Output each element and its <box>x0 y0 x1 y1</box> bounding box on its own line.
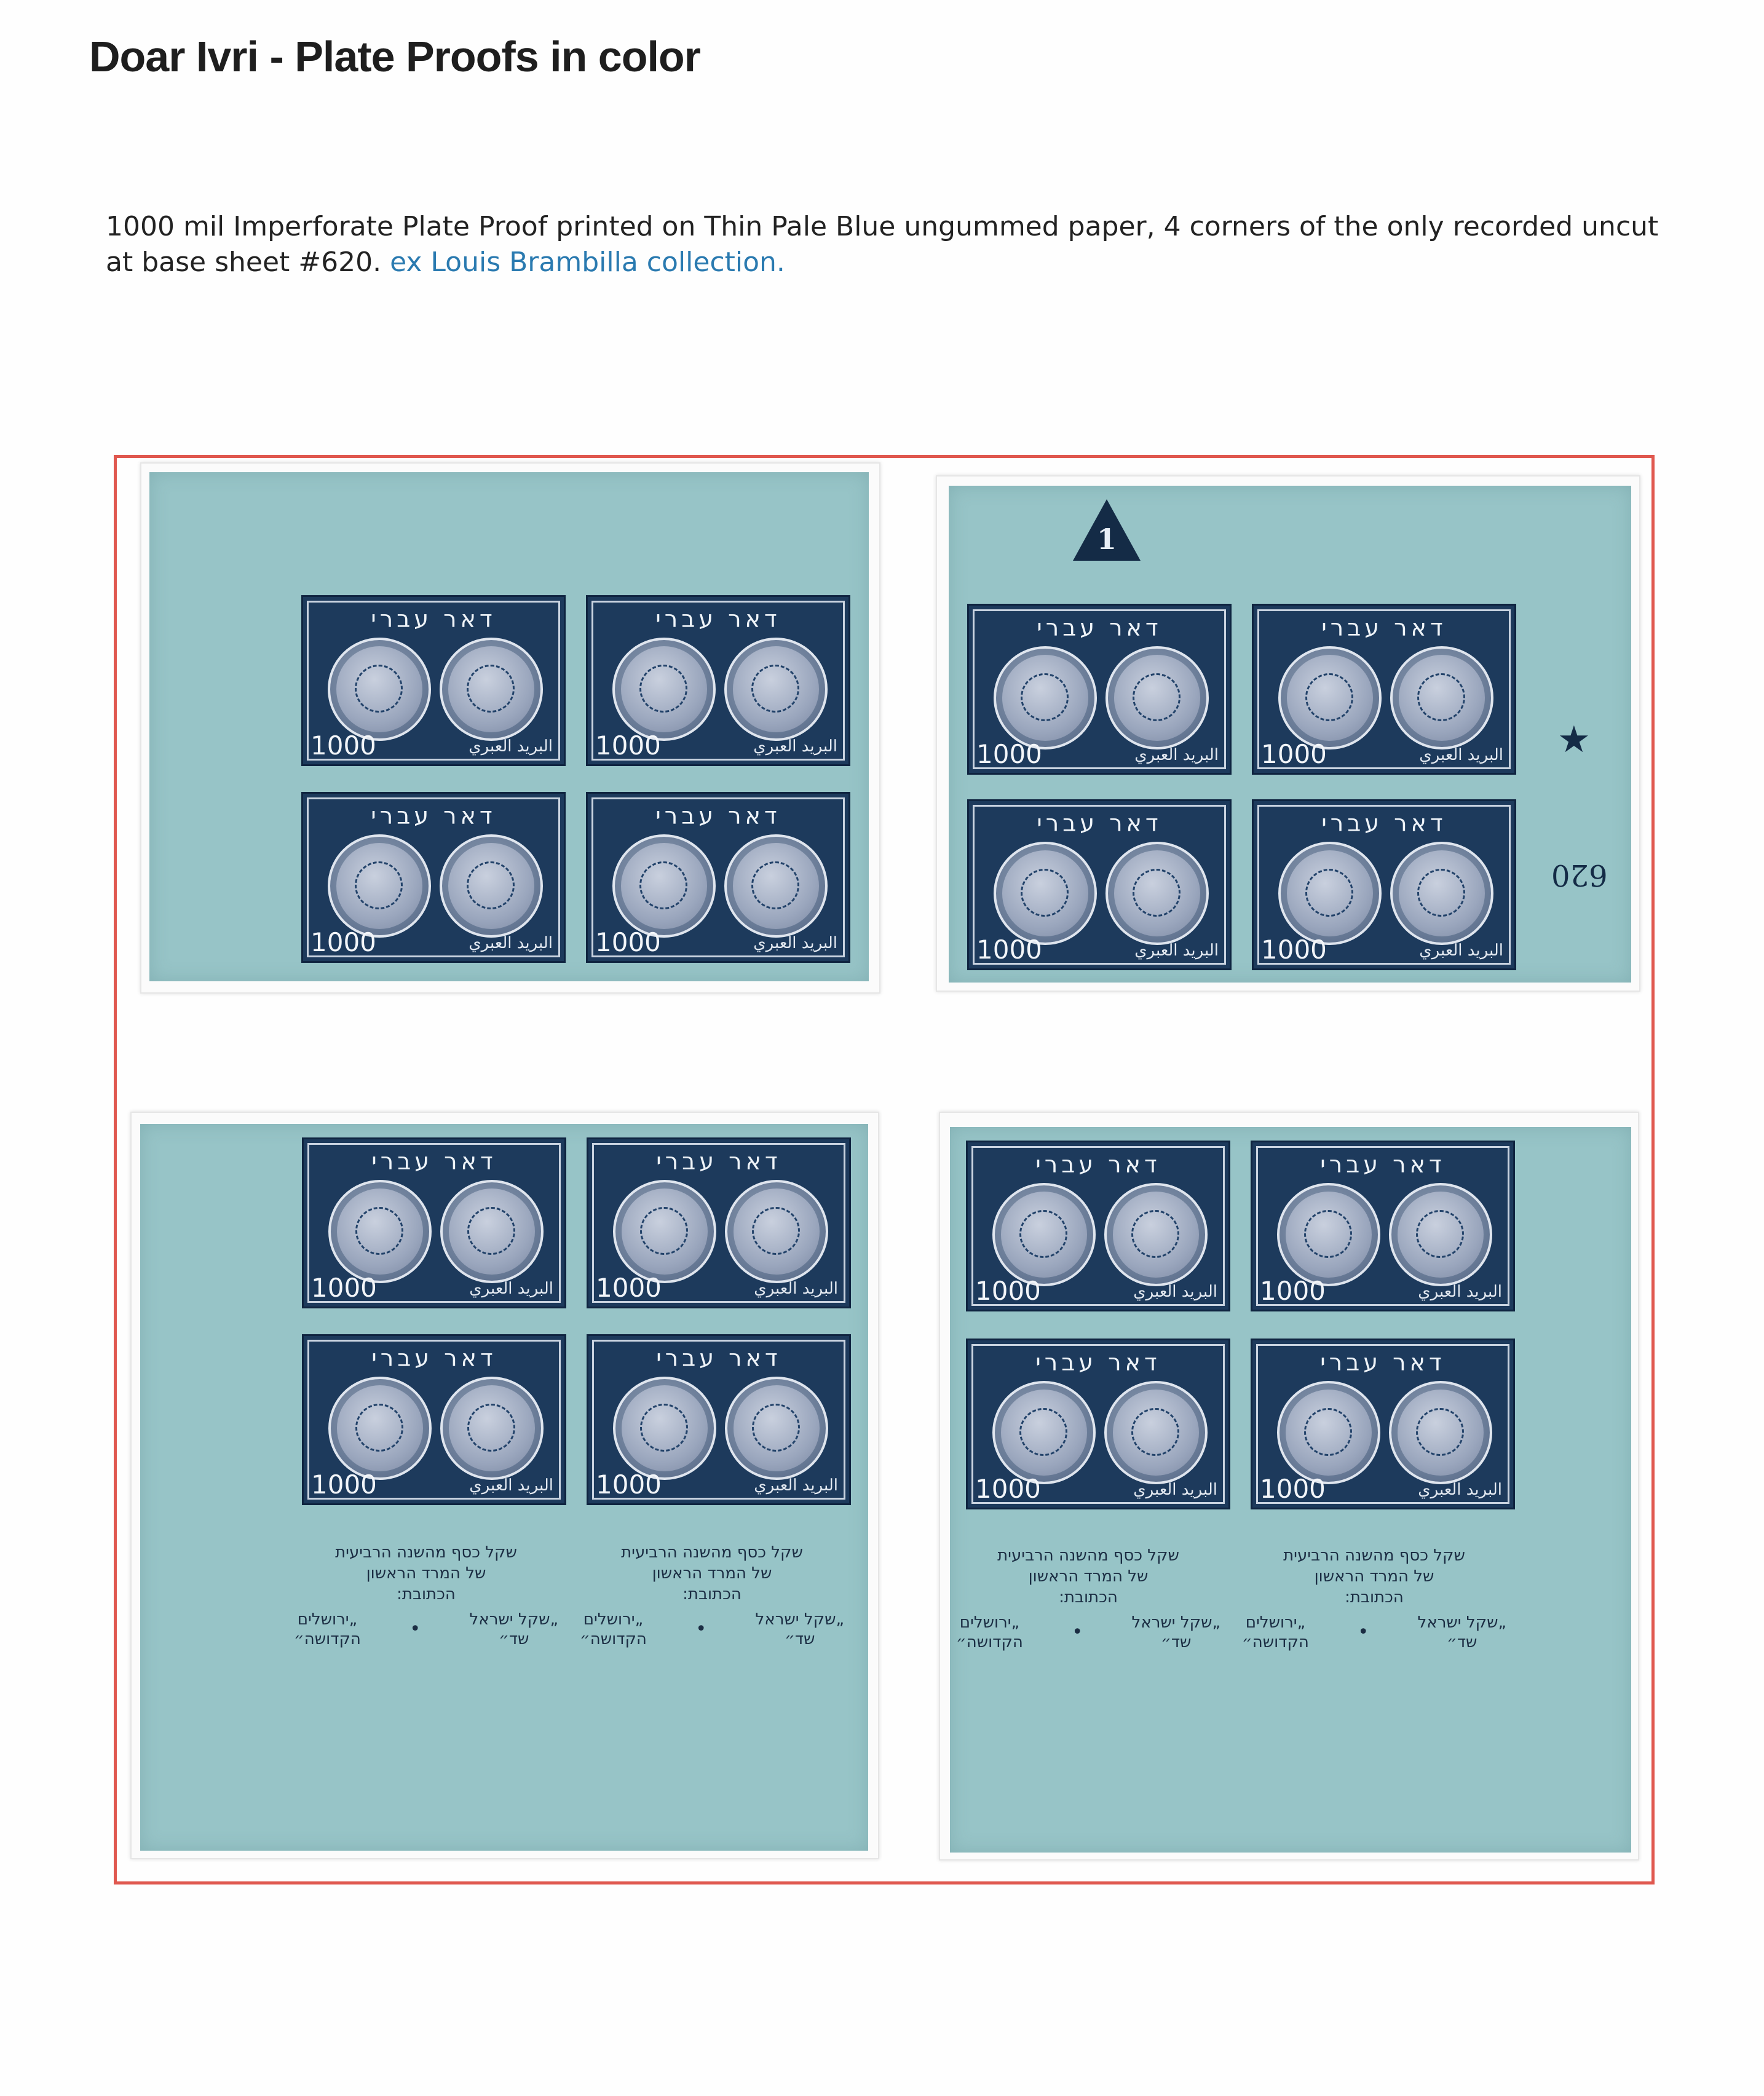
stamp-hebrew-text: דאר עברי <box>656 1345 781 1372</box>
stamp-value: 1000 <box>975 1474 1041 1504</box>
stamp-hebrew-text: דאר עברי <box>371 802 496 829</box>
inscription-line: של המרד הראשון <box>366 1564 486 1583</box>
page-title: Doar Ivri - Plate Proofs in color <box>89 33 700 81</box>
description <box>106 209 1680 280</box>
coin-icon <box>440 834 543 938</box>
stamp-value: 1000 <box>1261 739 1327 769</box>
stamp-arabic-text: البريد العبري <box>753 737 837 756</box>
stamp-hebrew-text: דאר עברי <box>1035 1151 1161 1178</box>
stamp-arabic-text: البريد العبري <box>1418 1283 1502 1301</box>
stamp <box>966 1141 1230 1311</box>
bullet: • <box>409 1618 421 1640</box>
stamp-hebrew-text: דאר עברי <box>1037 810 1162 837</box>
stamp-hebrew-text: דאר עברי <box>1321 614 1447 641</box>
stamp <box>302 1334 566 1505</box>
coin-icon <box>1105 842 1209 945</box>
coin-icon <box>440 1377 544 1480</box>
coin-icon <box>1104 1183 1208 1286</box>
sheet-number: 620 <box>1551 858 1608 892</box>
coin-icon <box>613 1180 716 1283</box>
stamp <box>301 792 566 963</box>
coin-icon <box>612 638 716 741</box>
coin-icon <box>328 834 431 938</box>
stamp-arabic-text: البريد العبري <box>1418 1481 1502 1499</box>
stamp-value: 1000 <box>975 1276 1041 1306</box>
stamp-hebrew-text: דאר עברי <box>655 606 781 633</box>
inscription-line: הכתובת: <box>682 1585 742 1604</box>
coin-icon <box>725 1377 828 1480</box>
plate-number: 1 <box>1096 523 1117 556</box>
coin-icon <box>1104 1381 1208 1484</box>
stamp <box>302 1137 566 1308</box>
inscription-text: שד״ <box>1161 1633 1192 1651</box>
stamp <box>301 595 566 766</box>
proof-block-bottom-right <box>950 1127 1631 1853</box>
inscription-text: הקדושה״ <box>294 1630 361 1648</box>
inscription-line: שקל כסף מהשנה הרביעית <box>997 1546 1179 1565</box>
bullet: • <box>1358 1621 1369 1643</box>
stamp-hebrew-text: דאר עברי <box>371 606 496 633</box>
stamp-arabic-text: البريد العبري <box>754 1476 838 1495</box>
inscription-text: שד״ <box>499 1630 529 1648</box>
stamp-value: 1000 <box>596 1469 662 1500</box>
inscription-line: הכתובת: <box>1345 1588 1404 1607</box>
selvage-inscription <box>294 1542 558 1649</box>
stamp-arabic-text: البريد العبري <box>1419 941 1503 960</box>
stamp-value: 1000 <box>310 927 376 957</box>
inscription-line: של המרד הראשון <box>1028 1567 1149 1586</box>
coin-icon <box>440 638 543 741</box>
stamp-value: 1000 <box>1261 935 1327 965</box>
stamp <box>587 1137 851 1308</box>
coin-icon <box>1278 646 1382 749</box>
collection-credit: ex Louis Brambilla collection. <box>390 247 785 278</box>
stamp-arabic-text: البريد العبري <box>469 934 553 952</box>
stamp-arabic-text: البريد العبري <box>469 1476 553 1495</box>
inscription-text: הקדושה״ <box>956 1633 1023 1651</box>
coin-icon <box>328 1180 432 1283</box>
coin-icon <box>994 842 1097 945</box>
inscription-text: „שקל ישראל <box>1131 1613 1220 1632</box>
proof-block-bottom-left <box>140 1124 868 1851</box>
coin-icon <box>1390 646 1493 749</box>
coin-icon <box>992 1381 1096 1484</box>
stamp-arabic-text: البريد العبري <box>469 737 553 756</box>
plate-number-triangle <box>1073 499 1141 561</box>
stamp <box>586 792 850 963</box>
coin-icon <box>1389 1381 1492 1484</box>
stamp-hebrew-text: דאר עברי <box>1035 1349 1161 1376</box>
stamp <box>1251 1339 1515 1509</box>
coin-icon <box>612 834 716 938</box>
stamp-hebrew-text: דאר עברי <box>1321 810 1447 837</box>
bullet: • <box>695 1618 707 1640</box>
stamp-hebrew-text: דאר עברי <box>371 1345 497 1372</box>
inscription-line: הכתובת: <box>397 1585 456 1604</box>
inscription-text: „ירושלים <box>959 1613 1020 1632</box>
inscription-text: הקדושה״ <box>580 1630 647 1648</box>
inscription-text: „ירושלים <box>583 1610 644 1629</box>
inscription-line: שקל כסף מהשנה הרביעית <box>1283 1546 1465 1565</box>
coin-icon <box>1278 842 1382 945</box>
stamp <box>586 595 850 766</box>
description-text: 1000 mil Imperforate Plate Proof printed on Thin Pale Blue ungummed paper, 4 corners of the only recorded uncut at base sheet #620. <box>106 211 1659 278</box>
stamp <box>1252 799 1516 970</box>
selvage-inscription <box>956 1545 1220 1652</box>
inscription-text: שד״ <box>1447 1633 1477 1651</box>
selvage-inscription <box>580 1542 844 1649</box>
stamp-value: 1000 <box>311 1273 377 1303</box>
stamp <box>587 1334 851 1505</box>
stamp-value: 1000 <box>595 730 661 761</box>
stamp-arabic-text: البريد العبري <box>1133 1481 1217 1499</box>
coin-icon <box>1390 842 1493 945</box>
inscription-text: „שקל ישראל <box>1417 1613 1506 1632</box>
stamp-value: 1000 <box>1260 1474 1326 1504</box>
inscription-line: של המרד הראשון <box>652 1564 772 1583</box>
coin-icon <box>994 646 1097 749</box>
proof-block-top-left <box>149 472 869 981</box>
stamp-value: 1000 <box>976 739 1042 769</box>
inscription-text: „שקל ישראל <box>755 1610 844 1629</box>
inscription-line: הכתובת: <box>1059 1588 1118 1607</box>
coin-icon <box>1277 1381 1380 1484</box>
star-icon: ★ <box>1557 718 1591 761</box>
inscription-text: „שקל ישראל <box>469 1610 558 1629</box>
stamp-arabic-text: البريد العبري <box>753 934 837 952</box>
inscription-text: „ירושלים <box>297 1610 358 1629</box>
stamp-arabic-text: البريد العبري <box>1133 1283 1217 1301</box>
coin-icon <box>1389 1183 1492 1286</box>
coin-icon <box>440 1180 544 1283</box>
stamp-arabic-text: البريد العبري <box>469 1279 553 1298</box>
stamp <box>1251 1141 1515 1311</box>
inscription-text: הקדושה״ <box>1242 1633 1309 1651</box>
stamp-arabic-text: البريد العبري <box>754 1279 838 1298</box>
stamp-hebrew-text: דאר עברי <box>656 1148 781 1175</box>
inscription-line: שקל כסף מהשנה הרביעית <box>335 1543 517 1562</box>
stamp <box>967 604 1232 775</box>
stamp-hebrew-text: דאר עברי <box>1037 614 1162 641</box>
coin-icon <box>724 834 828 938</box>
inscription-line: שקל כסף מהשנה הרביעית <box>621 1543 803 1562</box>
stamp-hebrew-text: דאר עברי <box>371 1148 497 1175</box>
coin-icon <box>1277 1183 1380 1286</box>
stamp-value: 1000 <box>595 927 661 957</box>
stamp-hebrew-text: דאר עברי <box>655 802 781 829</box>
coin-icon <box>992 1183 1096 1286</box>
stamp <box>967 799 1232 970</box>
stamp-value: 1000 <box>310 730 376 761</box>
stamp-value: 1000 <box>1260 1276 1326 1306</box>
inscription-text: „ירושלים <box>1245 1613 1306 1632</box>
inscription-line: של המרד הראשון <box>1314 1567 1434 1586</box>
stamp-hebrew-text: דאר עברי <box>1320 1151 1446 1178</box>
stamp-value: 1000 <box>311 1469 377 1500</box>
coin-icon <box>725 1180 828 1283</box>
coin-icon <box>328 1377 432 1480</box>
stamp-arabic-text: البريد العبري <box>1134 746 1219 764</box>
stamp-value: 1000 <box>596 1273 662 1303</box>
proof-block-top-right <box>949 486 1631 983</box>
coin-icon <box>328 638 431 741</box>
stamp-value: 1000 <box>976 935 1042 965</box>
stamp-arabic-text: البريد العبري <box>1419 746 1503 764</box>
selvage-inscription <box>1242 1545 1506 1652</box>
coin-icon <box>724 638 828 741</box>
stamp-hebrew-text: דאר עברי <box>1320 1349 1446 1376</box>
bullet: • <box>1072 1621 1083 1643</box>
stamp-arabic-text: البريد العبري <box>1134 941 1219 960</box>
inscription-text: שד״ <box>785 1630 815 1648</box>
stamp <box>1252 604 1516 775</box>
coin-icon <box>1105 646 1209 749</box>
stamp <box>966 1339 1230 1509</box>
coin-icon <box>613 1377 716 1480</box>
